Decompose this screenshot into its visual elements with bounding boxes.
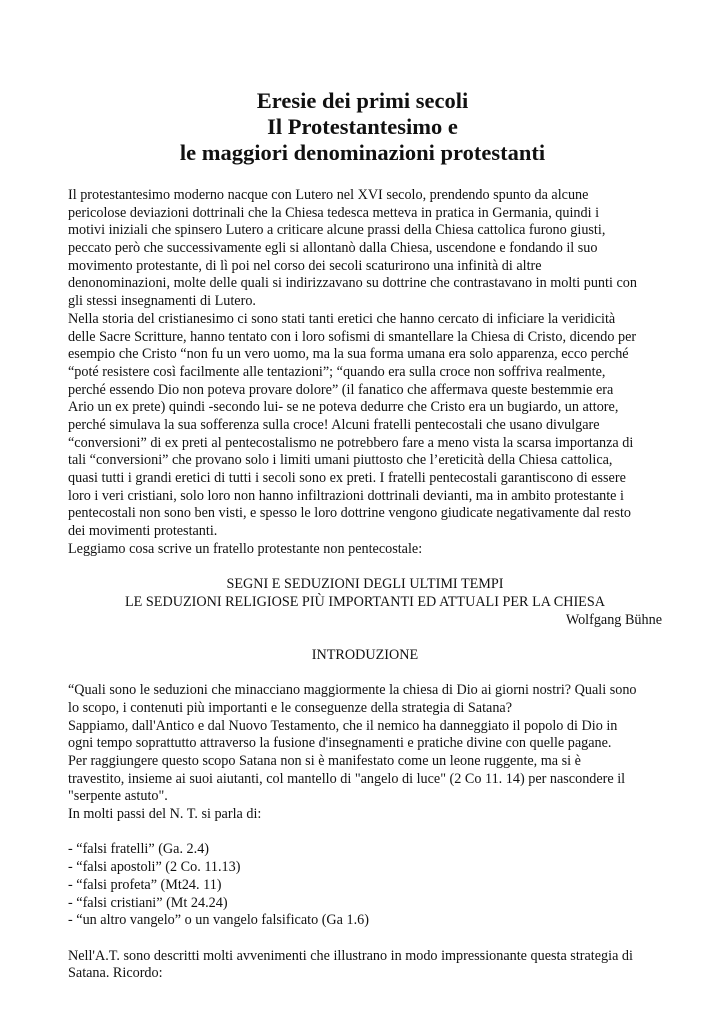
text-line: Nell'A.T. sono descritti molti avvenimenti che illustrano in modo impressionante questa strategia di [68,947,633,964]
text-line: "serpente astuto". [68,788,168,805]
text-line: loro i veri cristiani, solo loro non hanno infiltrazioni dottrinali devianti, ma in ambito protestante i [68,487,624,504]
text-line: ogni tempo soprattutto attraverso la fusione d'insegnamenti e pratiche divine con quelle pagane. [68,735,612,752]
list-item: - “falsi profeta” (Mt24. 11) [68,876,222,893]
title-line-1: Eresie dei primi secoli [256,88,469,113]
title-line-2: Il Protestantesimo e [267,114,458,139]
text-line: quasi tutti i grandi eretici di tutti i secoli sono ex preti. I fratelli pentecostali garantiscono di essere [68,470,626,486]
text-line: tali “conversioni” che provano solo i limiti umani piuttosto che l’ereticità della Chiesa cattolica, [68,452,613,469]
section-subheading: LE SEDUZIONI RELIGIOSE PIÙ IMPORTANTI ED ATTUALI PER LA CHIESA [125,593,605,610]
text-line: Satana. Ricordo: [68,965,163,982]
text-line: pentecostali non sono ben visti, e spesso le loro dottrine vengono giudicate negativamente dal resto [68,505,632,522]
text-line: dei movimenti protestanti. [68,523,218,540]
blank-line [68,665,662,683]
list-item: - “un altro vangelo” o un vangelo falsificato (Ga 1.6) [68,912,369,929]
list-item: - “falsi cristiani” (Mt 24.24) [68,894,228,911]
list-item: - “falsi fratelli” (Ga. 2.4) [68,841,210,858]
text-line: Sappiamo, dall'Antico e dal Nuovo Testamento, che il nemico ha danneggiato il popolo di Dio in [68,717,618,734]
text-line: “poté resistere così facilmente alle tentazioni”; “quando era sulla croce non soffriva realmente, [68,363,606,380]
text-line: pericolose deviazioni dottrinali che la Chiesa tedesca metteva in pratica in Germania, quindi i [68,204,600,221]
blank-line [68,824,662,842]
blank-line [68,930,662,948]
document-body [68,187,662,983]
text-line: “Quali sono le seduzioni che minacciano maggiormente la chiesa di Dio ai giorni nostri? Quali sono [68,682,637,699]
text-line: peccato però che successivamente egli si allontanò dalla Chiesa, uscendone e fondando il suo [68,240,598,257]
text-line: In molti passi del N. T. si parla di: [68,806,262,823]
text-line: perché simulava la sua sofferenza sulla croce! Alcuni fratelli pentecostali che usano divulgare [68,416,600,433]
section-heading: SEGNI E SEDUZIONI DEGLI ULTIMI TEMPI [226,576,504,593]
text-line: Nella storia del cristianesimo ci sono stati tanti eretici che hanno cercato di inficiare la veridicità [68,310,616,327]
text-line: Ario un ex prete) quindi -secondo lui- se ne poteva dedurre che Cristo era un bugiardo, un attore, [68,399,619,416]
closing-paragraph [68,948,662,983]
paragraph-2 [68,311,662,541]
blank-line [68,558,662,576]
reference-list [68,841,662,929]
author-name: Wolfgang Bühne [565,611,662,628]
text-line: “conversioni” di ex preti al pentecostalismo ne potrebbero fare a meno vista la scarsa importanza di [68,434,634,451]
text-line: denonominazioni, molte delle quali si indirizzavano su dottrine che contrastavano in molti punti con [68,275,637,292]
text-line: esempio che Cristo “non fu un vero uomo, ma la sua forma umana era solo apparenza, ecco perché [68,346,629,363]
text-line: Il protestantesimo moderno nacque con Lutero nel XVI secolo, prendendo spunto da alcune [68,187,589,203]
document-title [0,88,725,166]
paragraph-1 [68,187,662,311]
text-line: gli stessi insegnamenti di Lutero. [68,293,256,310]
paragraph-3: Leggiamo cosa scrive un fratello protestante non pentecostale: [68,540,423,557]
text-line: movimento protestante, di lì poi nel corso dei secoli scaturirono una infinità di altre [68,257,542,274]
text-line: motivi iniziali che spinsero Lutero a criticare alcune prassi della Chiesa cattolica furono giusti, [68,222,606,239]
quote-block [68,682,662,824]
text-line: delle Sacre Scritture, hanno tentato con i loro sofismi di smantellare la Chiesa di Cristo, dicendo per [68,328,637,345]
text-line: Per raggiungere questo scopo Satana non si è manifestato come un leone ruggente, ma si è [68,753,581,769]
intro-heading: INTRODUZIONE [311,646,419,663]
list-item: - “falsi apostoli” (2 Co. 11.13) [68,859,241,876]
blank-line [68,629,662,647]
text-line: travestito, insieme ai suoi aiutanti, col mantello di "angelo di luce" (2 Co 11. 14) per nascondere il [68,770,626,787]
title-line-3: le maggiori denominazioni protestanti [179,140,546,165]
text-line: perché essendo Dio non poteva provare dolore” (il fanatico che affermava queste bestemmie era [68,381,614,398]
text-line: lo scopo, i contenuti più importanti e le conseguenze della strategia di Satana? [68,699,513,716]
